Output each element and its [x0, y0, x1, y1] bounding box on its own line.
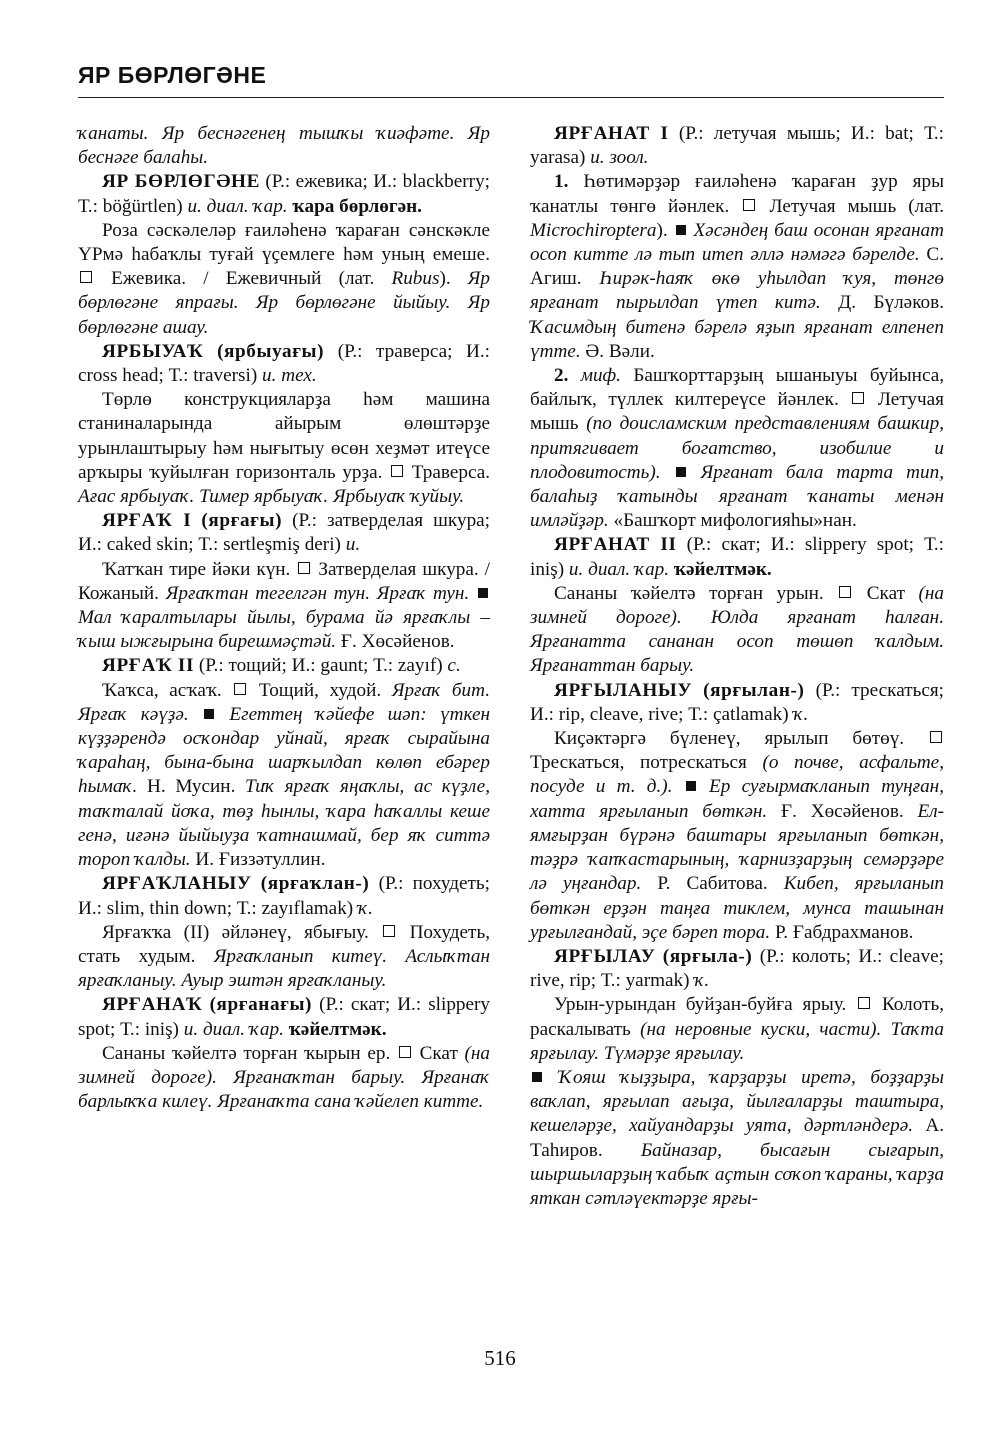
entry-definition: Сананы ҡәйелтә торған урын. Скат (на зимней дороге). Юлда ярғанат һалған. Ярғанатта сананан осоп төшөп ҡалдым. Ярғанаттан барыу. — [530, 582, 944, 677]
headword: ЯР БӨРЛӨГӘНЕ — [102, 171, 260, 193]
entry-yargaq-2: ЯРҒАҠ II (Р.: тощий; И.: gaunt; Т.: zayıf) с. — [102, 655, 461, 677]
page-number: 516 — [484, 1346, 516, 1370]
entry-quotes: Ҡояш ҡыҙҙыра, ҡарҙарҙы иретә, боҙҙарҙы ваҡлап, ярғылап ағыҙа, йылғаларҙы таштыра, кешеләрҙе, хайуандарҙы уята, дәртләндерә. А. Таһиров. Байназар, бысағын сығарып, шыршыларҙың ҡабыҡ аҫтын соҡоп ҡараны, ҡарҙа яткан сәтләүектәрҙе ярғы- — [530, 1066, 945, 1209]
square-filled-icon — [532, 1072, 542, 1082]
entry-yarganat-2: ЯРҒАНАТ II (Р.: скат; И.: slippery spot; Т.: iniş) и. диал. ҡар. ҡәйелтмәк. — [530, 534, 944, 580]
square-outline-icon — [234, 683, 246, 695]
square-outline-icon — [298, 562, 310, 574]
entry-definition: Урын-урындан буйҙан-буйға ярыу. Колоть, раскалывать (на неровные куски, части). Таҡта ярғылау. Түмәрҙе ярғылау. — [530, 994, 944, 1064]
headword: ЯРҒАНАТ II — [554, 534, 677, 556]
entry-yargaq-1: ЯРҒАҠ I (ярғағы) (Р.: затверделая шкура; И.: caked skin; Т.: sertleşmiş deri) и. — [78, 510, 491, 556]
headword: ЯРҒЫЛАНЫУ — [554, 679, 693, 701]
square-filled-icon — [204, 709, 214, 719]
square-outline-icon — [399, 1046, 411, 1058]
entry-yar-borlogane: ЯР БӨРЛӨГӘНЕ (Р.: ежевика; И.: blackberry; Т.: böğürtlen) и. диал. ҡар. ҡара бөрлөгән. — [78, 171, 490, 217]
left-column — [78, 122, 490, 1114]
entry-definition: Роза сәскәлеләр ғаиләһенә ҡараған сәнскәкле ҮРмә һабаҡлы туғай үҫемлеге һәм уның емеше. Ежевика. / Ежевичный (лат. Rubus). Яр бөрлөгәне япрағы. Яр бөрлөгәне йыйыу. Яр бөрлөгәне ашау. — [78, 219, 491, 338]
square-outline-icon — [743, 199, 755, 211]
square-outline-icon — [930, 731, 942, 743]
square-outline-icon — [858, 997, 870, 1009]
square-filled-icon — [676, 467, 686, 477]
square-outline-icon — [839, 586, 851, 598]
headword: ЯРҒАНАТ I — [554, 123, 669, 144]
headword: ЯРҒАҠ I — [102, 510, 192, 532]
square-filled-icon — [676, 225, 686, 235]
entry-yarganat-1: ЯРҒАНАТ I (Р.: летучая мышь; И.: bat; Т.: yarasa) и. зоол. — [530, 123, 944, 169]
headword: ЯРҒАҠ II — [102, 655, 195, 677]
entry-sense-1: 1. Һөтимәрҙәр ғаиләһенә ҡараған ҙур яры ҡанатлы төнгө йәнлек. Летучая мышь (лат. Microchiroptera). Хәсәндең баш осонан ярғанат осоп китте лә тып итеп әллә нәмәгә бәрелде. С. Агиш. Һирәк-һаяҡ өкө уһылдап ҡуя, төнгө ярғанат пырылдап үтеп китә. Д. Бүләков. Ҡасимдың битенә бәрелә яҙып ярғанат елпенеп үтте. Ә. Вәли. — [530, 171, 945, 362]
square-outline-icon — [383, 925, 395, 937]
headword: ЯРҒЫЛАУ — [554, 945, 656, 967]
entry-sense-2: 2. миф. Башҡорттарҙың ышаныуы буйынса, байлыҡ, түллек килтереүсе йәнлек. Летучая мышь (по доисламским представлениям башкир, притягивает богатство, изобилие и плодовитость). Ярғанат бала тарта тип, балаһыҙ ҡатынды ярғанат ҡанаты менән имләйҙәр. «Башҡорт мифологияһы»нан. — [530, 365, 945, 532]
entry-continuation: ҡанаты. Яр беснәгенең тышҡы ҡиәфәте. Яр беснәге балаһы. — [78, 123, 490, 169]
headword: ЯРҒАНАҠ — [102, 994, 203, 1016]
entry-definition: Ярғаҡҡа (II) әйләнеү, ябығыу. Похудеть, стать худым. Ярғаҡланып китеү. Аслыҡтан ярғаҡланыу. Ауыр эштән ярғаҡланыу. — [78, 921, 490, 992]
square-outline-icon — [852, 392, 864, 404]
square-filled-icon — [686, 781, 696, 791]
square-outline-icon — [80, 271, 92, 283]
entry-definition: Ҡатҡан тире йәки күн. Затверделая шкура. / Кожаный. Ярғаҡтан тегелгән тун. Ярғаҡ тун. Мал ҡаралтылары йылы, бурама йә ярғаҡлы – ҡыш ыжғырына бирешмәҫтәй. Ғ. Хөсәйенов. — [78, 558, 491, 653]
right-column — [530, 122, 944, 1211]
entry-yargylanyu: ЯРҒЫЛАНЫУ (ярғылан-) (Р.: трескаться; И.: rip, cleave, rive; Т.: çatlamak) ҡ. — [530, 679, 945, 725]
square-outline-icon — [391, 465, 403, 477]
entry-definition: Ҡаҡса, асҡаҡ. Тощий, худой. Ярғаҡ бит. Ярғаҡ кәүҙә. Егеттең ҡәйефе шәп: үткен күҙҙәрендә осҡондар уйнай, ярғаҡ сырайына ҡараһаң, бына-бына шарҡылдап көлөп ебәрер һымаҡ. Н. Мусин. Тиҡ ярғаҡ яңаҡлы, ас күҙле, таҡталай йоҡа, төҙ һынлы, ҡара һаҡаллы кеше генә, иғәнә йыйыуҙа ҡатнашмай, бер яҡ ситтә тороп ҡалды. И. Ғиззәтуллин. — [78, 679, 491, 871]
entry-definition: Киҫәктәргә бүленеү, ярылып бөтөү. Трескаться, потрескаться (о почве, асфальте, посуде и т. д.). Ер суғырмаҡланып туңған, хатта ярғыланып бөткән. Ғ. Хөсәйенов. Ел-ямғырҙан бүрәнә баштары ярғыланып бөткән, тәҙрә ҡапҡастарының, ҡарнизҙарҙың семәрҙәре лә уңғандар. Р. Сабитова. Кибеп, ярғыланып бөткән ерҙән таңға тиклем, мунса ташынан урғылғандай, эҫе бәреп тора. Р. Ғабдрахманов. — [530, 728, 945, 943]
entry-definition: Төрлө конструкцияларҙа һәм машина станиналарында айырым өлөштәрҙе урынлаштырыу һәм нығытыу өсөн хеҙмәт итеүсе арҡыры ҡуйылған горизонталь урҙа. Траверса. Ағас ярбыуаҡ. Тимер ярбыуаҡ. Ярбыуаҡ ҡуйыу. — [78, 389, 491, 508]
entry-yarbyuaq: ЯРБЫУАҠ (ярбыуағы) (Р.: траверса; И.: cross head; Т.: traversi) и. тех. — [78, 340, 490, 387]
entry-definition: Сананы ҡәйелтә торған ҡырын ер. Скат (на зимней дороге). Ярғанаҡтан барыу. Ярғанаҡ барлыҡҡа килеү. Ярғанаҡта сана ҡәйелеп китте. — [78, 1042, 491, 1113]
entry-yarganaq: ЯРҒАНАҠ (ярғанағы) (Р.: скат; И.: slippery spot; Т.: iniş) и. диал. ҡар. ҡәйелтмәк. — [78, 994, 491, 1040]
headword: ЯРҒАҠЛАНЫУ — [102, 873, 252, 895]
page-header: ЯР БӨРЛӨГӘНЕ — [78, 62, 944, 98]
entry-yargaqlanyu: ЯРҒАҠЛАНЫУ (ярғаҡлан-) (Р.: похудеть; И.: slim, thin down; Т.: zayıflamak) ҡ. — [78, 873, 491, 919]
entry-yargylau: ЯРҒЫЛАУ (ярғыла-) (Р.: колоть; И.: cleave; rive, rip; Т.: yarmak) ҡ. — [530, 945, 945, 992]
square-filled-icon — [478, 588, 488, 598]
headword: ЯРБЫУАҠ — [102, 340, 204, 362]
